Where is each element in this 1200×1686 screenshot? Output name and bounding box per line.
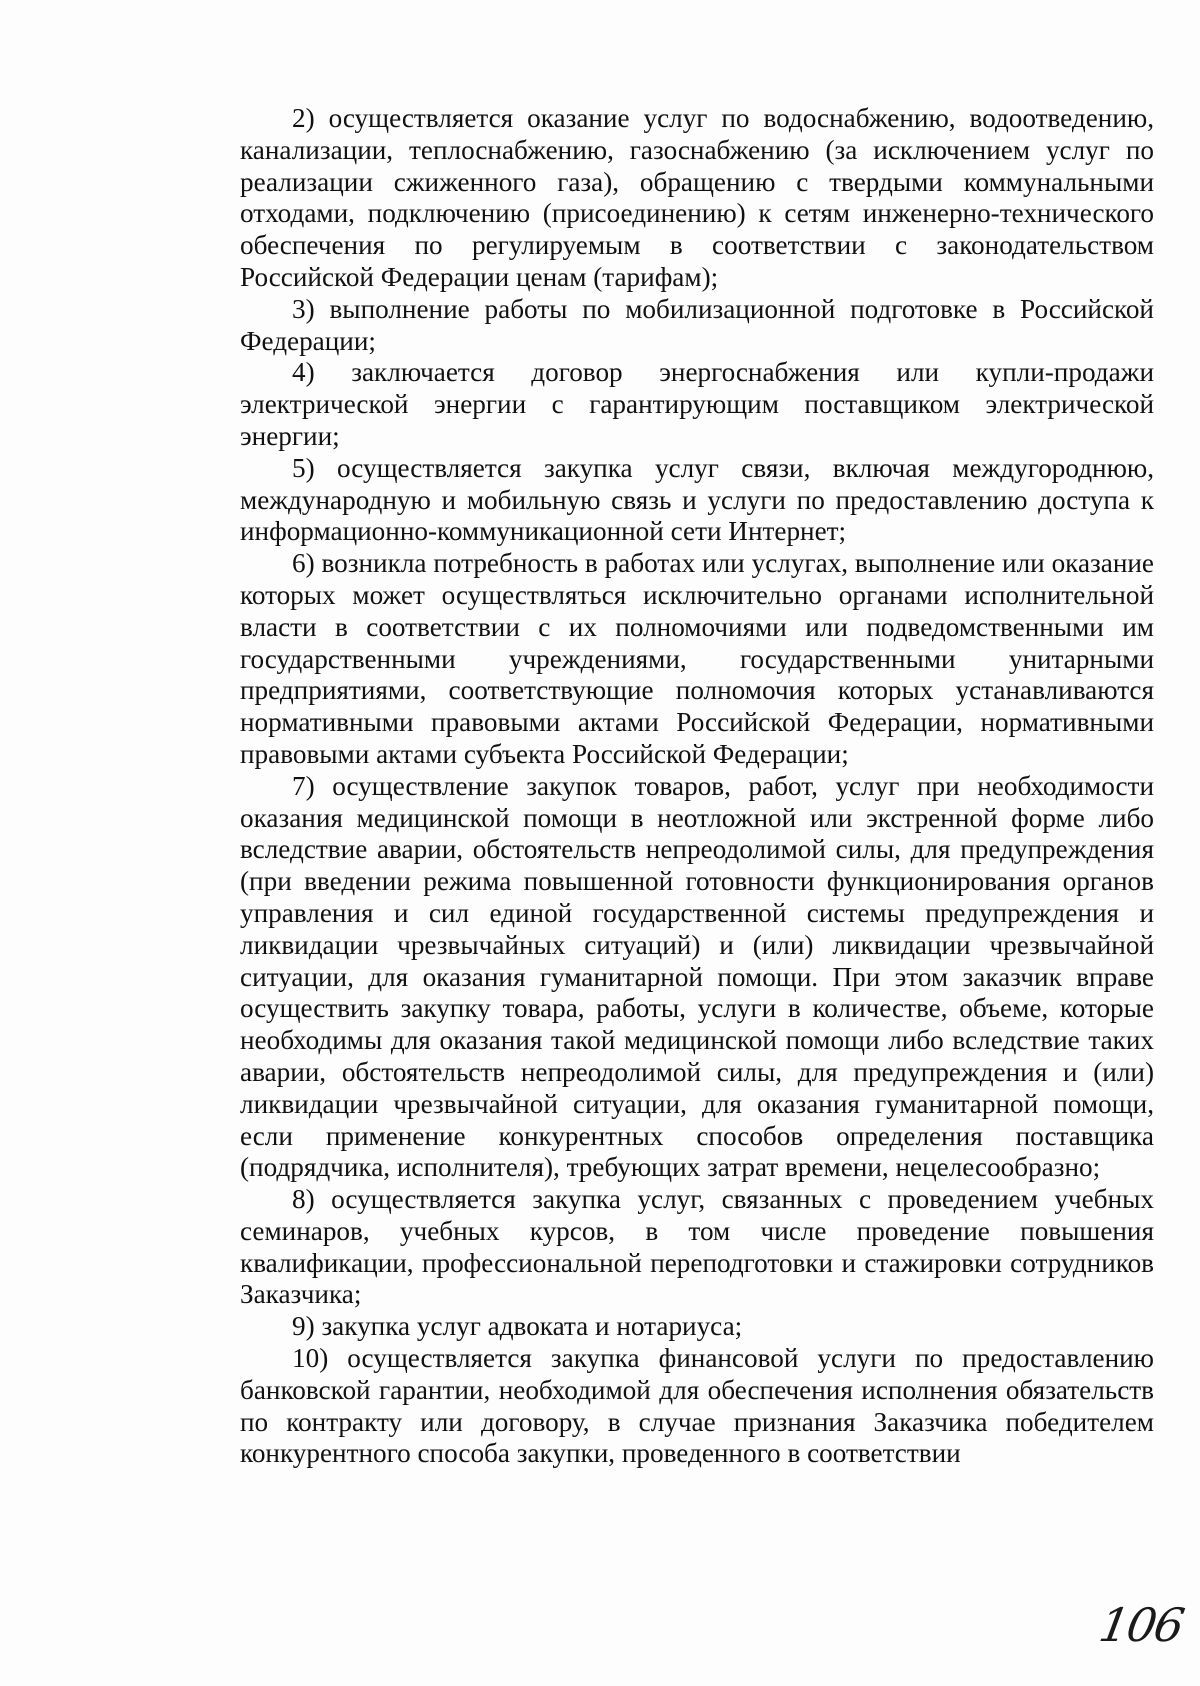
paragraph-item-5: 5) осуществляется закупка услуг связи, включая междугороднюю, международную и мобильную связь и услуги по предоставлению доступа к информационно-коммуникационной сети Интернет;: [240, 452, 1154, 547]
handwritten-page-number: 106: [1095, 1598, 1187, 1652]
paragraph-item-2: 2) осуществляется оказание услуг по водоснабжению, водоотведению, канализации, теплоснабжению, газоснабжению (за исключением услуг по реализации сжиженного газа), обращению с твердыми коммунальными отходами, подключению (присоединению) к сетям инженерно-технического обеспечения по регулируемым в соответствии с законодательством Российской Федерации ценам (тарифам);: [240, 103, 1154, 292]
paragraph-item-3: 3) выполнение работы по мобилизационной подготовке в Российской Федерации;: [240, 293, 1154, 356]
paragraph-item-4: 4) заключается договор энергоснабжения или купли-продажи электрической энергии с гарантирующим поставщиком электрической энергии;: [240, 357, 1154, 451]
paragraph-item-8: 8) осуществляется закупка услуг, связанных с проведением учебных семинаров, учебных курсов, в том числе проведение повышения квалификации, профессиональной переподготовки и стажировки сотрудников Заказчика;: [240, 1184, 1154, 1310]
paragraph-item-7: 7) осуществление закупок товаров, работ, услуг при необходимости оказания медицинской помощи в неотложной или экстренной форме либо вследствие аварии, обстоятельств непреодолимой силы, для предупреждения (при введении режима повышенной готовности функционирования органов управления и сил единой государственной системы предупреждения и ликвидации чрезвычайных ситуаций) и (или) ликвидации чрезвычайной ситуации, для оказания гуманитарной помощи. При этом заказчик вправе осуществить закупку товара, работы, услуги в количестве, объеме, которые необходимы для оказания такой медицинской помощи либо вследствие таких аварии, обстоятельств непреодолимой силы, для предупреждения и (или) ликвидации чрезвычайной ситуации, для оказания гуманитарной помощи, если применение конкурентных способов определения поставщика (подрядчика, исполнителя), требующих затрат времени, нецелесообразно;: [240, 770, 1154, 1183]
paragraph-item-6: 6) возникла потребность в работах или услугах, выполнение или оказание которых может осуществляться исключительно органами исполнительной власти в соответствии с их полномочиями или подведомственными им государственными учреждениями, государственными унитарными предприятиями, соответствующие полномочия которых устанавливаются нормативными правовыми актами Российской Федерации, нормативными правовыми актами субъекта Российской Федерации;: [240, 548, 1154, 769]
paragraph-item-10: 10) осуществляется закупка финансовой услуги по предоставлению банковской гарантии, необходимой для обеспечения исполнения обязательств по контракту или договору, в случае признания Заказчика победителем конкурентного способа закупки, проведенного в соответствии: [240, 1343, 1154, 1469]
paragraph-item-9: 9) закупка услуг адвоката и нотариуса;: [292, 1311, 743, 1342]
document-body: [240, 103, 1154, 1470]
